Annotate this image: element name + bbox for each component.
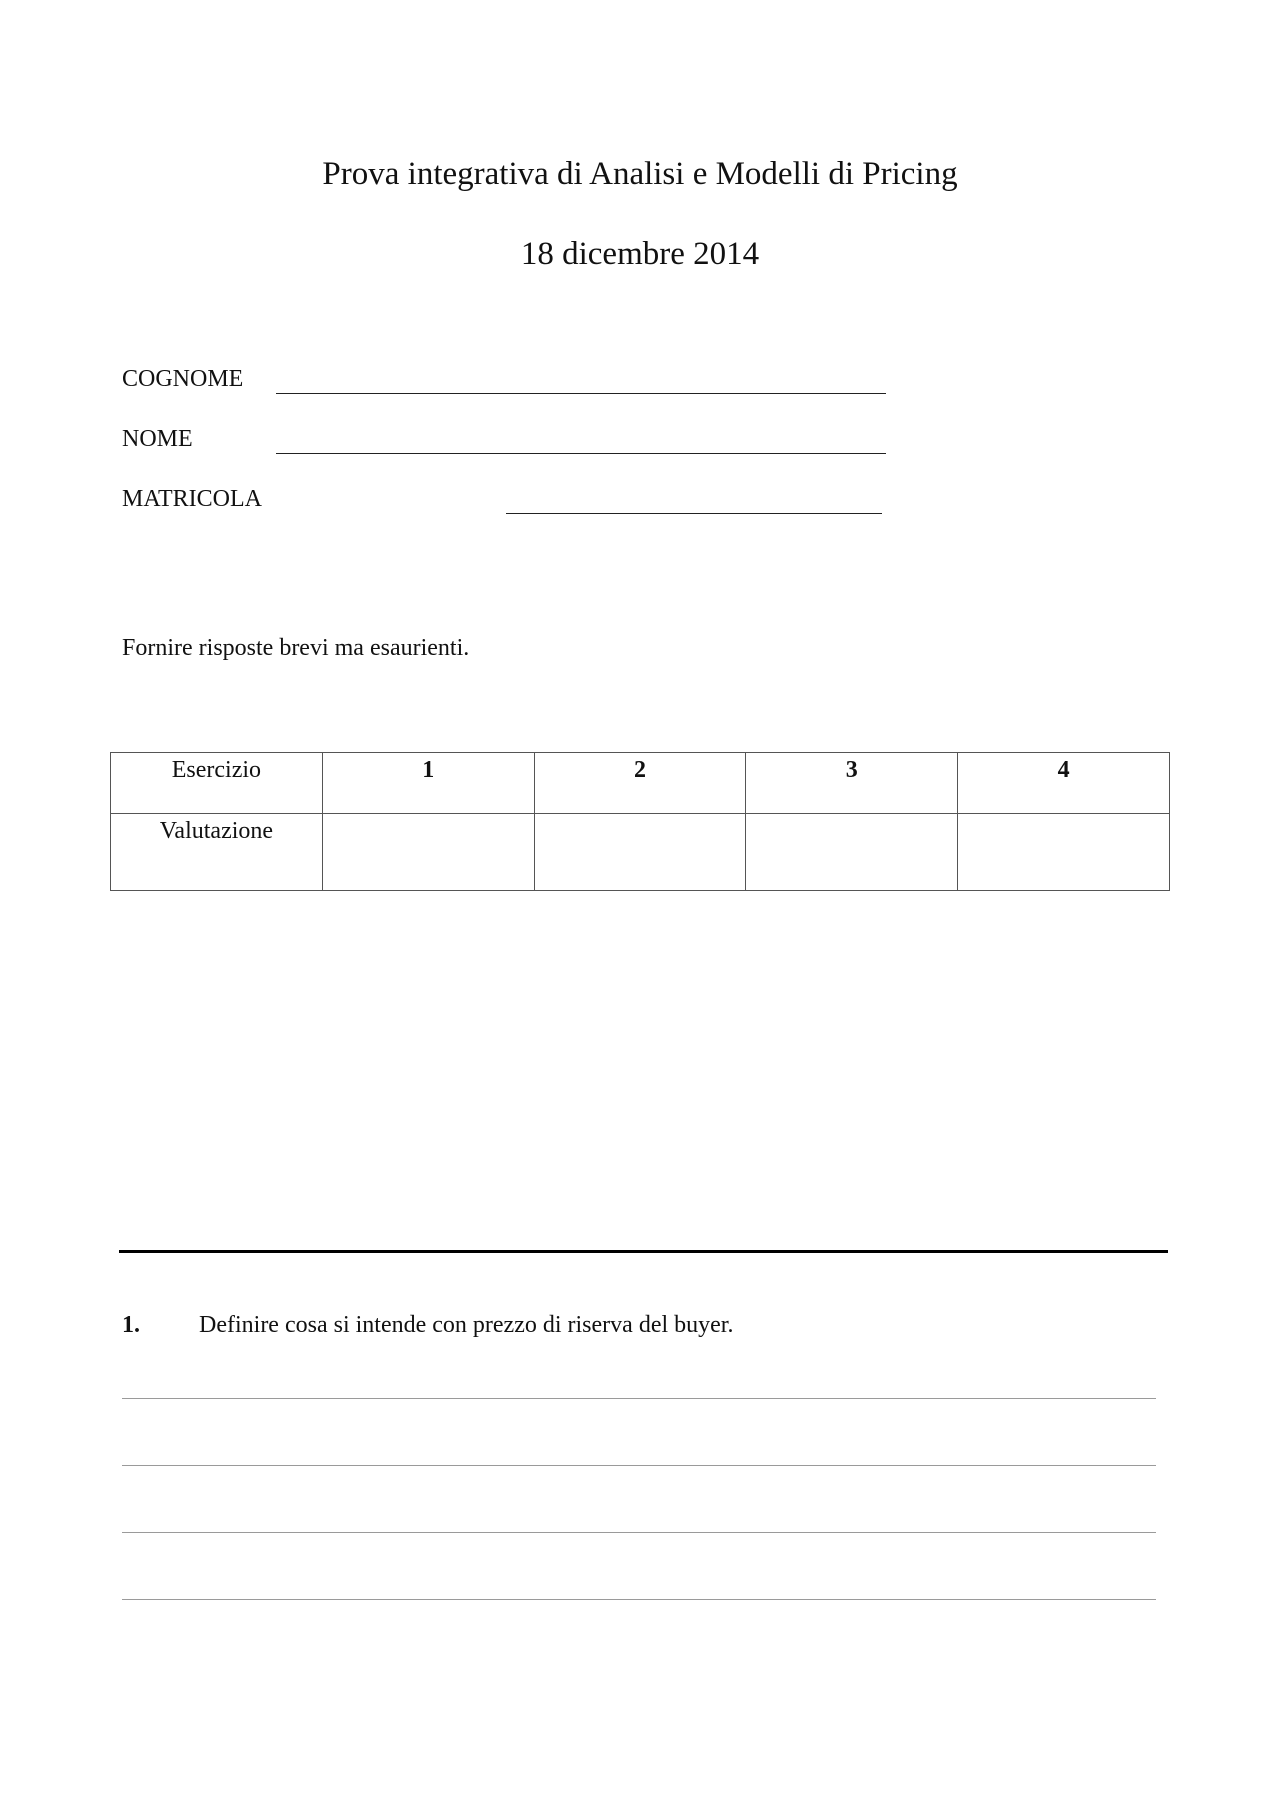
name-label: NOME — [122, 426, 193, 452]
answer-line-3[interactable] — [122, 1532, 1156, 1533]
exercise-number-2: 2 — [534, 753, 746, 814]
evaluation-row — [111, 814, 1170, 891]
exam-date: 18 dicembre 2014 — [520, 236, 760, 272]
question-text: Definire cosa si intende con prezzo di riserva del buyer. — [199, 1312, 734, 1338]
student-id-label: MATRICOLA — [122, 486, 263, 512]
exercise-number-4: 4 — [958, 753, 1170, 814]
exercise-row — [111, 753, 1170, 814]
surname-field[interactable] — [276, 393, 886, 394]
exercise-number-1: 1 — [322, 753, 534, 814]
exercise-header: Esercizio — [111, 753, 323, 814]
evaluation-cell-1[interactable] — [322, 814, 534, 891]
answer-line-4[interactable] — [122, 1599, 1156, 1600]
score-table — [110, 752, 1170, 891]
answer-line-2[interactable] — [122, 1465, 1156, 1466]
evaluation-cell-2[interactable] — [534, 814, 746, 891]
question-number: 1. — [122, 1312, 140, 1338]
answer-line-1[interactable] — [122, 1398, 1156, 1399]
evaluation-cell-4[interactable] — [958, 814, 1170, 891]
student-id-field[interactable] — [506, 513, 882, 514]
surname-label: COGNOME — [122, 366, 244, 392]
section-divider — [119, 1250, 1168, 1253]
evaluation-cell-3[interactable] — [746, 814, 958, 891]
exercise-number-3: 3 — [746, 753, 958, 814]
page-title: Prova integrativa di Analisi e Modelli di Pricing — [322, 156, 958, 192]
evaluation-header: Valutazione — [111, 814, 323, 891]
instructions-text: Fornire risposte brevi ma esaurienti. — [122, 635, 470, 661]
name-field[interactable] — [276, 453, 886, 454]
